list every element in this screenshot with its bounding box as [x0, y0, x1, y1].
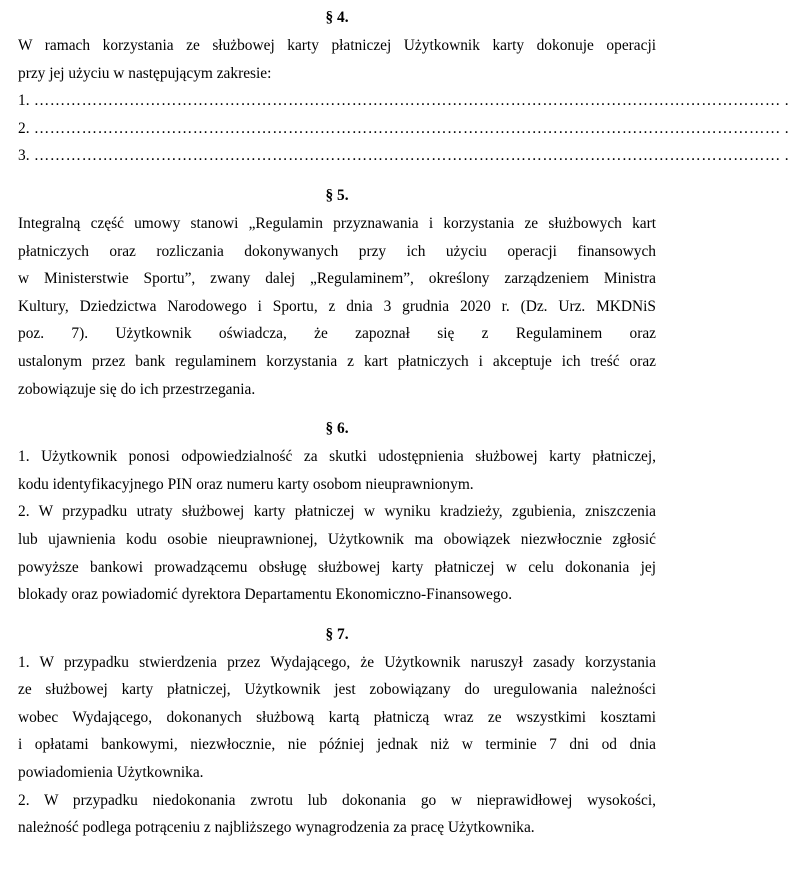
item-number: 2.	[18, 119, 30, 137]
section-4-item-2	[18, 115, 789, 143]
section-7-line: powiadomienia Użytkownika.	[18, 764, 204, 782]
section-4-heading: § 4.	[325, 9, 349, 26]
item-number: 3.	[18, 147, 30, 165]
section-6-line: 2. W przypadku utraty służbowej karty płatniczej w wyniku kradzieży, zgubienia, zniszczenia	[18, 503, 656, 521]
dotted-fill: ……………………………………………………………………………………………………………………………	[29, 147, 781, 165]
section-4-intro-line-2: przy jej użyciu w następującym zakresie:	[18, 64, 272, 82]
dotted-fill: ……………………………………………………………………………………………………………………………	[29, 119, 781, 137]
section-6-line: lub ujawnienia kodu osobie nieuprawnionej, Użytkownik ma obowiązek niezwłocznie zgłosić	[18, 530, 656, 548]
section-7-line: wobec Wydającego, dokonanych służbową kartą płatniczą wraz ze wszystkimi kosztami	[18, 708, 656, 726]
section-7-line: i opłatami bankowymi, niezwłocznie, nie później jednak niż w terminie 7 dni od dnia	[18, 736, 656, 754]
section-5-heading: § 5.	[325, 186, 349, 204]
section-5-line: Kultury, Dziedzictwa Narodowego i Sportu, z dnia 3 grudnia 2020 r. (Dz. Urz. MKDNiS	[18, 297, 656, 315]
section-5-line: w Ministerstwie Sportu”, zwany dalej „Regulaminem”, określony zarządzeniem Ministra	[18, 270, 656, 288]
section-6-line: kodu identyfikacyjnego PIN oraz numeru karty osobom nieuprawnionym.	[18, 475, 474, 493]
item-end: .	[784, 119, 789, 137]
dotted-fill: ……………………………………………………………………………………………………………………………	[29, 92, 781, 110]
section-7-heading: § 7.	[325, 625, 349, 643]
item-end: .	[784, 92, 789, 110]
section-7-line: 2. W przypadku niedokonania zwrotu lub dokonania go w nieprawidłowej wysokości,	[18, 791, 656, 809]
section-4-item-3	[18, 142, 789, 170]
document-page	[18, 4, 789, 842]
section-7-line: 1. W przypadku stwierdzenia przez Wydającego, że Użytkownik naruszył zasady korzystania	[18, 653, 656, 671]
section-6-line: powyższe bankowi prowadzącemu obsługę służbowej karty płatniczej w celu dokonania jej	[18, 558, 656, 576]
section-5-line: poz. 7). Użytkownik oświadcza, że zapoznał się z Regulaminem oraz	[18, 325, 656, 343]
section-5-line: ustalonym przez bank regulaminem korzystania z kart płatniczych i akceptuje ich treść oraz	[18, 352, 656, 370]
section-6-line: 1. Użytkownik ponosi odpowiedzialność za skutki udostępnienia służbowej karty płatniczej,	[18, 448, 656, 466]
item-number: 1.	[18, 92, 30, 110]
section-6-heading: § 6.	[325, 420, 349, 438]
section-5-line: Integralną część umowy stanowi „Regulamin przyznawania i korzystania ze służbowych kart	[18, 214, 656, 232]
section-4-item-1	[18, 87, 789, 115]
section-6-line: blokady oraz powiadomić dyrektora Departamentu Ekonomiczno-Finansowego.	[18, 586, 513, 604]
section-7-line: należność podlega potrąceniu z najbliższego wynagrodzenia za pracę Użytkownika.	[18, 819, 535, 837]
section-5-line: płatniczych oraz rozliczania dokonywanych przy ich użyciu operacji finansowych	[18, 242, 656, 260]
section-4-intro-line-1: W ramach korzystania ze służbowej karty płatniczej Użytkownik karty dokonuje operacji	[18, 37, 656, 54]
section-7-line: ze służbowej karty płatniczej, Użytkownik jest zobowiązany do uregulowania należności	[18, 681, 656, 699]
item-end: .	[784, 147, 789, 165]
section-5-line: zobowiązuje się do ich przestrzegania.	[18, 380, 256, 398]
